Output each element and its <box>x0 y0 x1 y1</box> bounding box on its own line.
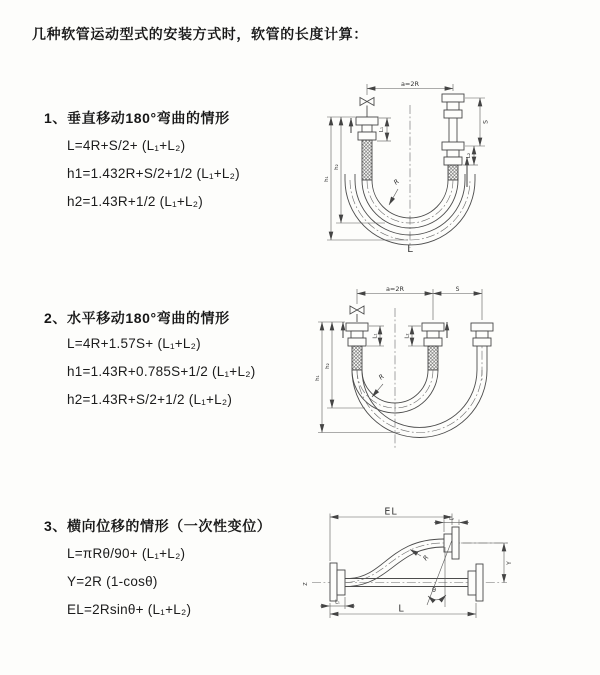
svg-text:h₂: h₂ <box>334 164 340 170</box>
svg-text:h₁: h₁ <box>315 375 321 381</box>
dimension-l <box>330 603 476 618</box>
svg-text:θ: θ <box>432 586 436 594</box>
braided-hose-section <box>352 346 362 370</box>
section2-number: 2、 <box>44 310 67 326</box>
section1-number: 1、 <box>44 110 67 126</box>
formula-h1: h1=1.43R+0.785S+1/2 (L₁+L₂) <box>67 364 256 379</box>
dimension-l1 <box>377 118 391 141</box>
hose-u-bend <box>352 370 487 438</box>
dimension-l2 <box>434 516 469 532</box>
section3-number: 3、 <box>44 518 67 534</box>
section2-title: 水平移动180°弯曲的情形 <box>67 310 230 326</box>
angle-theta <box>427 540 452 607</box>
svg-text:L₂: L₂ <box>449 516 454 522</box>
svg-text:S: S <box>482 120 490 124</box>
radius-callout <box>372 372 386 397</box>
svg-text:L₁: L₁ <box>379 126 385 133</box>
formula-length: L=4R+S/2+ (L₁+L₂) <box>67 138 186 153</box>
svg-text:a=2R: a=2R <box>400 80 420 88</box>
dimension-el <box>330 507 452 562</box>
braided-hose-section <box>428 346 438 370</box>
diagram-vertical-180-bend <box>310 75 580 255</box>
section2-heading <box>44 308 230 328</box>
formula-length: L=4R+1.57S+ (L₁+L₂) <box>67 336 201 351</box>
svg-text:R: R <box>421 553 431 563</box>
formula-h1: h1=1.432R+S/2+1/2 (L₁+L₂) <box>67 166 240 181</box>
radius-callout <box>389 177 401 205</box>
valve-icon <box>350 306 364 322</box>
formula-el: EL=2Rsinθ+ (L₁+L₂) <box>67 602 192 617</box>
formula-h2: h2=1.43R+S/2+1/2 (L₁+L₂) <box>67 392 233 407</box>
flange-left <box>330 563 345 601</box>
pipe-fitting-left <box>346 323 368 370</box>
section1-title: 垂直移动180°弯曲的情形 <box>67 110 230 126</box>
diagram-horizontal-180-bend <box>305 280 595 468</box>
dimension-l2 <box>463 146 478 165</box>
valve-icon <box>360 98 374 118</box>
formula-length: L=πRθ/90+ (L₁+L₂) <box>67 546 186 561</box>
section3-heading <box>44 516 271 536</box>
svg-text:a=2R: a=2R <box>385 285 405 293</box>
svg-text:L₁: L₁ <box>335 599 340 606</box>
svg-text:h₁: h₁ <box>324 176 330 182</box>
svg-text:L: L <box>398 603 404 615</box>
svg-text:L₂: L₂ <box>404 333 411 339</box>
flange-lower-right <box>468 564 483 601</box>
section1-heading <box>44 108 230 128</box>
svg-text:R: R <box>392 177 401 187</box>
axis-marker: Z <box>303 582 309 586</box>
radius-callout <box>410 550 430 563</box>
svg-text:R: R <box>377 372 386 382</box>
svg-text:L₂: L₂ <box>466 152 472 159</box>
page-title: 几种软管运动型式的安装方式时，软管的长度计算： <box>32 26 368 42</box>
svg-text:Y: Y <box>506 561 513 565</box>
braided-hose-section <box>362 140 372 180</box>
section3-title: 横向位移的情形（一次性变位） <box>67 518 272 534</box>
svg-text:S: S <box>455 286 460 293</box>
svg-text:EL: EL <box>384 506 398 518</box>
dimension-l1 <box>320 597 355 609</box>
formula-h2: h2=1.43R+1/2 (L₁+L₂) <box>67 194 204 209</box>
svg-text:L₁: L₁ <box>372 333 379 339</box>
pipe-fitting-middle <box>422 323 444 370</box>
length-label: L <box>407 244 413 255</box>
svg-text:h₂: h₂ <box>325 363 331 369</box>
dimension-a-2r <box>367 80 453 95</box>
dimension-a-2r <box>357 285 482 320</box>
pipe-fitting-right <box>442 94 464 180</box>
formula-y: Y=2R (1-cosθ) <box>67 574 158 589</box>
dimension-s <box>465 98 490 146</box>
diagram-lateral-displacement <box>300 503 600 638</box>
pipe-fitting-left <box>356 117 378 180</box>
dimension-l1 <box>367 326 384 346</box>
braided-hose-section <box>448 165 458 180</box>
dimension-s <box>433 286 482 294</box>
